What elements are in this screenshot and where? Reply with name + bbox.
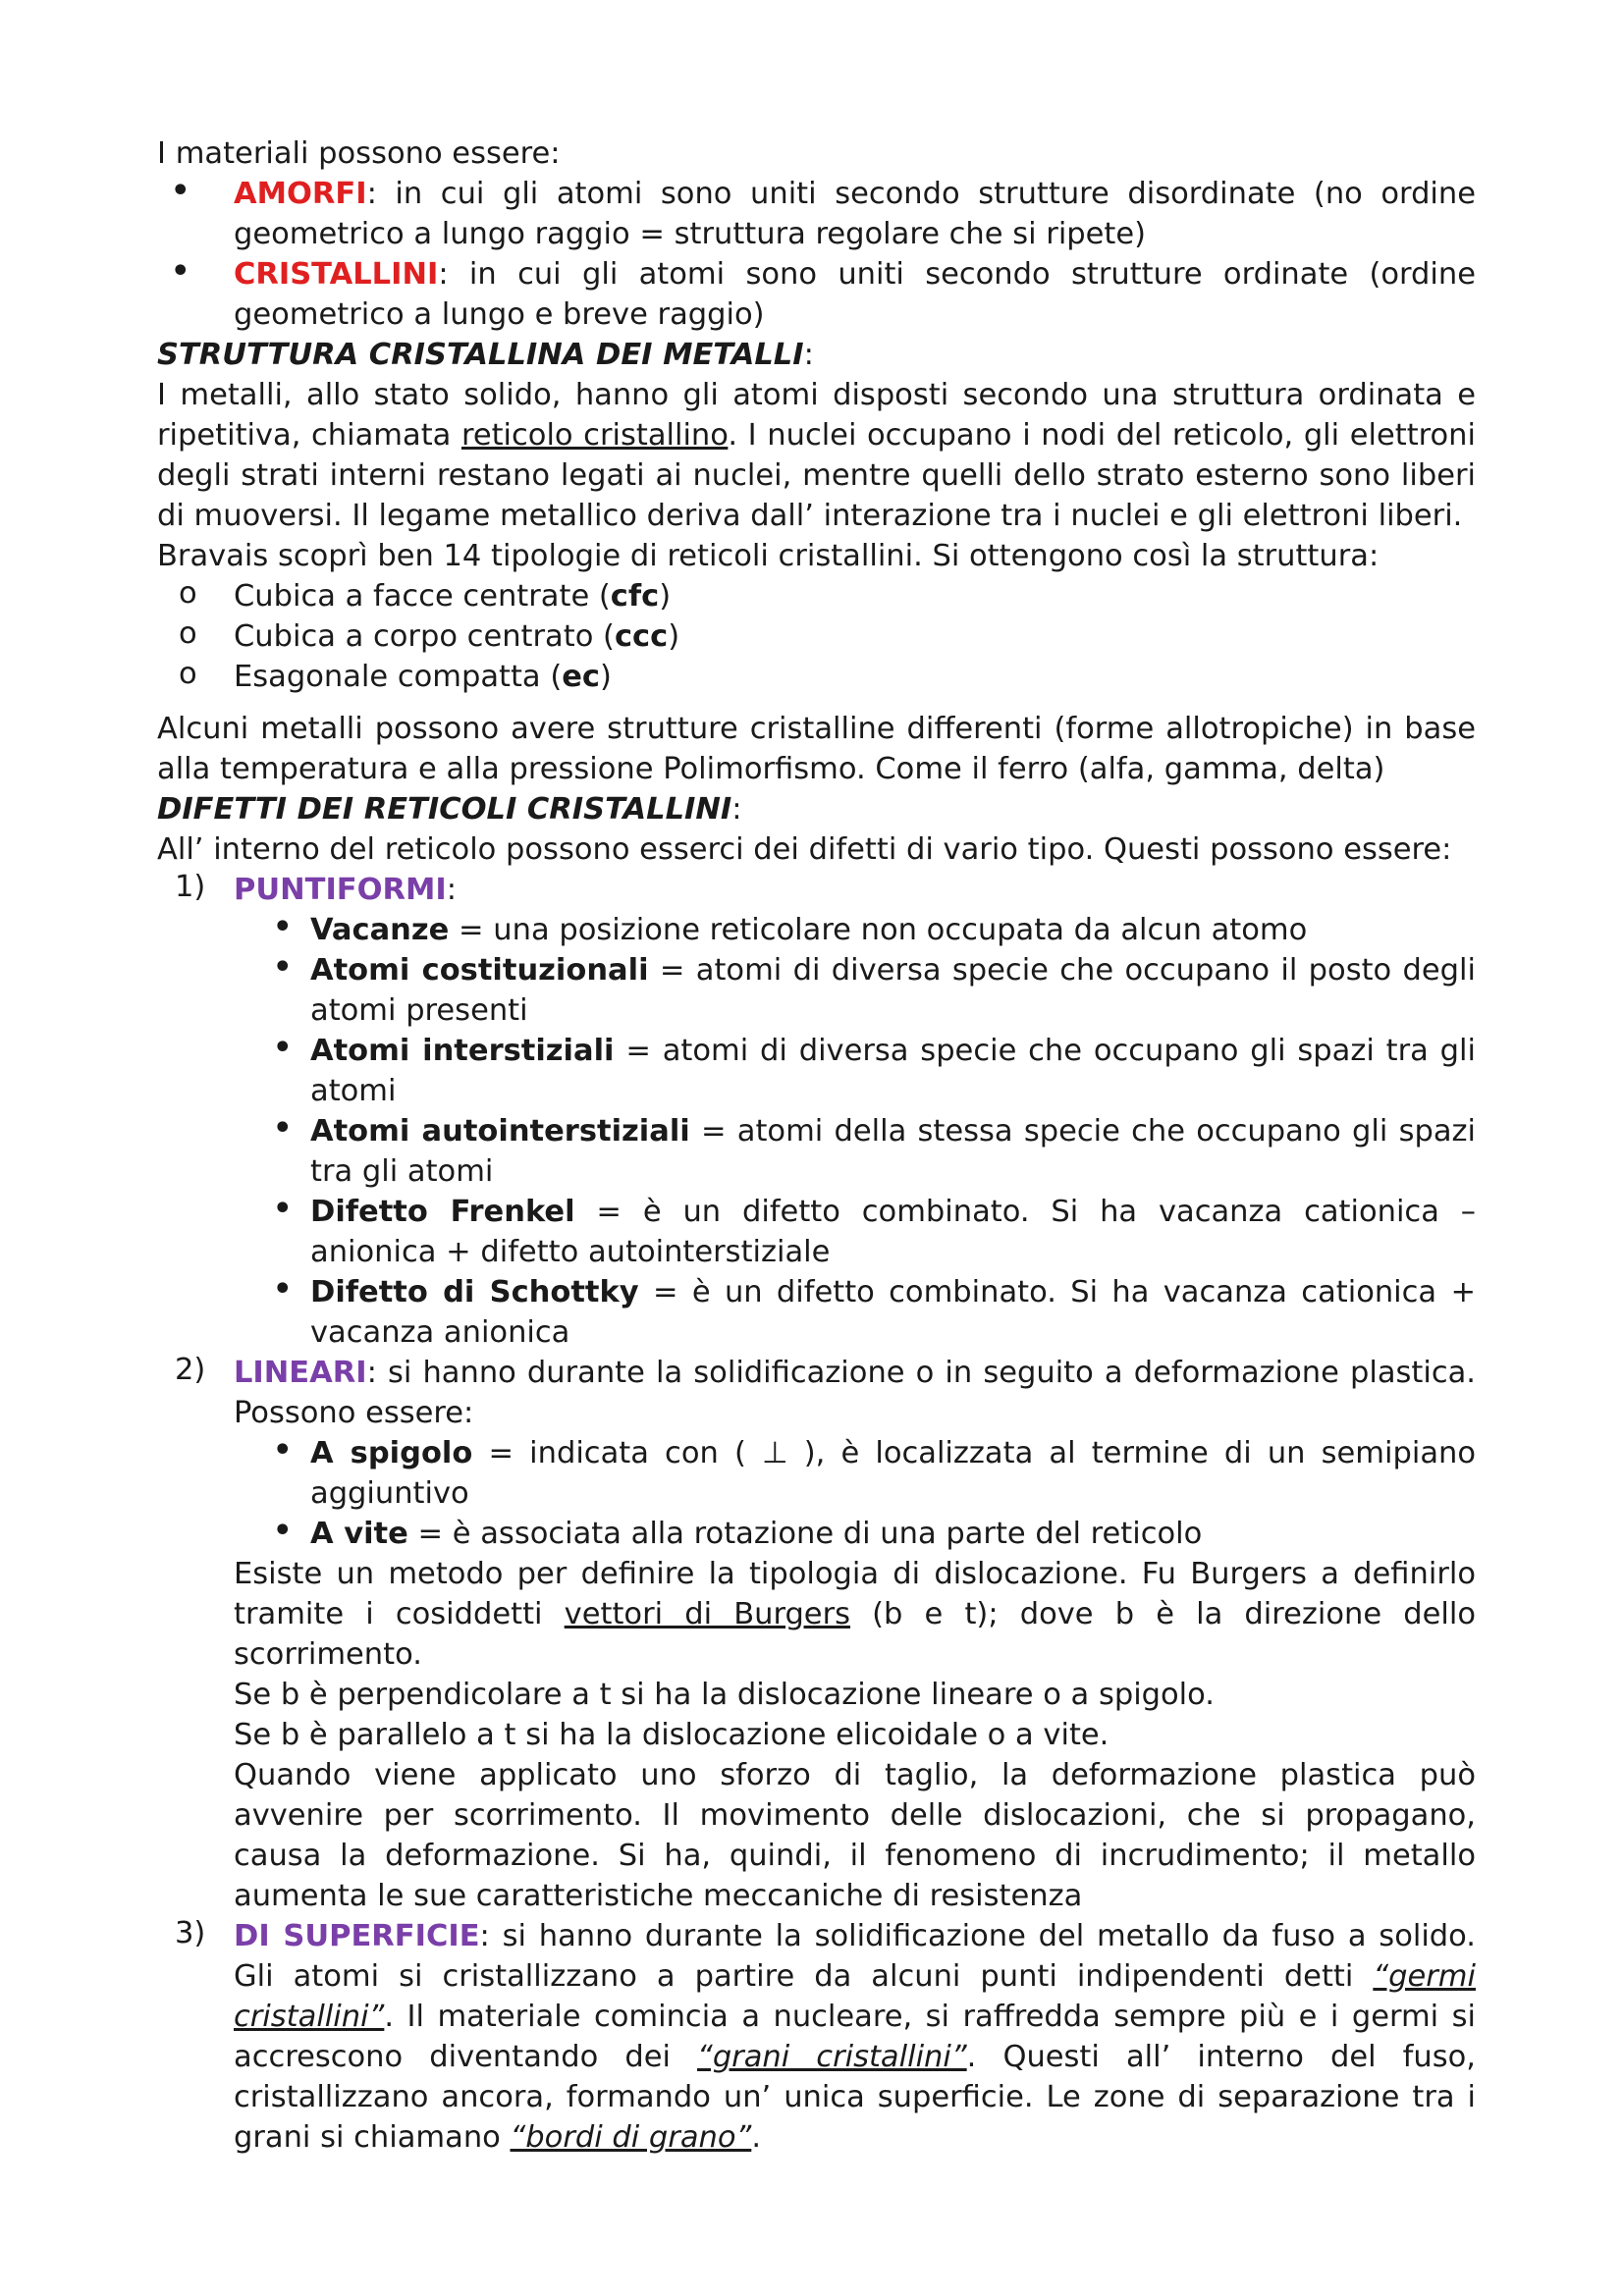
term-bordi-di-grano: “bordi di grano” <box>510 2120 752 2155</box>
term-cristallini: CRISTALLINI <box>234 257 439 292</box>
polymorphism-paragraph: Alcuni metalli possono avere strutture cristalline differenti (forme allotropiche) in base alla temperatura e alla pressione Polimorfismo. Come il ferro (alfa, gamma, delta) <box>157 712 1476 786</box>
material-cristallini: • CRISTALLINI: in cui gli atomi sono uniti secondo strutture ordinate (ordine geometrico a lungo e breve raggio) <box>157 254 1476 335</box>
section-heading-struttura: STRUTTURA CRISTALLINA DEI METALLI: <box>157 338 814 372</box>
defect-category-superficie: 3) DI SUPERFICIE: si hanno durante la solidificazione del metallo da fuso a solido. Gli atomi si cristallizzano a partire da alcuni punti indipendenti detti “germi cristallini”. Il materiale comincia a nucleare, si raffredda sempre più e i germi si accrescono diventando dei “grani cristallini”. Questi all’ interno del fuso, cristallizzano ancora, formando un’ unica superficie. Le zone di separazione tra i grani si chiamano “bordi di grano”. <box>175 1916 1476 2155</box>
defect-item: • Difetto di Schottky = è un difetto combinato. Si ha vacanza cationica + vacanza anionica <box>273 1272 1476 1350</box>
burgers-paragraph: Esiste un metodo per definire la tipologia di dislocazione. Fu Burgers a definirlo tramite i cosiddetti vettori di Burgers (b e t); dove b è la direzione dello scorrimento. <box>234 1557 1477 1672</box>
defect-item: • Difetto Frenkel = è un difetto combinato. Si ha vacanza cationica – anionica + difetto autointerstiziale <box>273 1192 1476 1269</box>
defect-category-lineari: 2) LINEARI: si hanno durante la solidificazione o in seguito a deformazione plastica. Possono essere: • A spigolo = indicata con ( ⊥ ), è localizzata al termine di un semipiano aggiuntivo • A vite = è associata alla rotazione di una parte del reticolo Esiste un metodo per definire la tipologia di dislocazione. Fu Burgers a definirlo tramite i cosiddetti vettori di Burgers (b e t); dove b è la direzione dello scorrimento. Se b è perpendicolare a t si ha la dislocazione lineare o a spigolo. Se b è parallelo a t si ha la dislocazione elicoidale o a vite. Quando viene applicato uno sforzo di taglio, la deformazione plastica può avvenire per scorrimento. Il movimento delle dislocazioni, che si propagano, causa la deformazione. Si ha, quindi, il fenomeno di incrudimento; il metallo aumenta le sue caratteristiche meccaniche di resistenza <box>157 1353 1476 1916</box>
defects-intro: All’ interno del reticolo possono esserci dei difetti di vario tipo. Questi possono essere: <box>157 832 1452 867</box>
term-germi-cristallini: “germi cristallini” <box>234 1959 1476 2034</box>
intro-line: I materiali possono essere: <box>157 136 561 171</box>
defect-item: • Atomi interstiziali = atomi di diversa specie che occupano gli spazi tra gli atomi <box>273 1031 1476 1108</box>
perpendicular-symbol: ⊥ <box>762 1436 788 1470</box>
term-reticolo-cristallino: reticolo cristallino <box>460 418 729 453</box>
defect-item: • Vacanze = una posizione reticolare non occupata da alcun atomo <box>273 910 1308 947</box>
document-page <box>157 133 1476 2158</box>
term-grani-cristallini: “grani cristallini” <box>697 2040 967 2074</box>
defect-category-puntiformi: 1) PUNTIFORMI: • Vacanze = una posizione reticolare non occupata da alcun atomo • Atomi costituzionali = atomi di diversa specie che occupano il posto degli atomi presenti • Atomi interstiziali = atomi di diversa specie che occupano gli spazi tra gli atomi • Atomi autointerstiziali = atomi della stessa specie che occupano gli spazi tra gli atomi • Difetto Frenkel = è un difetto combinato. Si ha vacanza cationica – anionica + difetto autointerstiziale • Difetto di Schottky = è un difetto combinato. Si ha vacanza cationica + vacanza anionica <box>157 870 1476 1353</box>
term-amorfi: AMORFI <box>234 177 367 211</box>
metal-paragraph: I metalli, allo stato solido, hanno gli atomi disposti secondo una struttura ordinata e ripetitiva, chiamata reticolo cristallino. I nuclei occupano i nodi del reticolo, gli elettroni degli strati interni restano legati ai nuclei, mentre quelli dello strato esterno sono liberi di muoversi. Il legame metallico deriva dall’ interazione tra i nuclei e gli elettroni liberi. <box>157 378 1476 533</box>
bullet: • <box>171 174 190 208</box>
structure-item: o Cubica a corpo centrato (ccc) <box>179 616 680 654</box>
term-vettori-di-burgers: vettori di Burgers <box>564 1597 851 1631</box>
bravais-line: Bravais scoprì ben 14 tipologie di reticoli cristallini. Si ottengono così la struttura: <box>157 539 1380 573</box>
structure-item: o Esagonale compatta (ec) <box>179 657 612 694</box>
dislocation-item: • A spigolo = indicata con ( ⊥ ), è localizzata al termine di un semipiano aggiuntivo <box>273 1433 1477 1511</box>
structure-item: o Cubica a facce centrate (cfc) <box>179 576 672 614</box>
section-heading-difetti: DIFETTI DEI RETICOLI CRISTALLINI: <box>157 792 742 827</box>
defect-item: • Atomi autointerstiziali = atomi della stessa specie che occupano gli spazi tra gli atomi <box>273 1111 1476 1189</box>
shear-paragraph: Quando viene applicato uno sforzo di taglio, la deformazione plastica può avvenire per scorrimento. Il movimento delle dislocazioni, che si propagano, causa la deformazione. Si ha, quindi, il fenomeno di incrudimento; il metallo aumenta le sue caratteristiche meccaniche di resistenza <box>234 1758 1476 1913</box>
material-amorfi: • AMORFI: in cui gli atomi sono uniti secondo strutture disordinate (no ordine geometrico a lungo raggio = struttura regolare che si ripete) <box>157 174 1476 254</box>
bullet: • <box>171 254 190 289</box>
dislocation-item: • A vite = è associata alla rotazione di una parte del reticolo <box>273 1514 1203 1551</box>
defect-item: • Atomi costituzionali = atomi di diversa specie che occupano il posto degli atomi presenti <box>273 950 1476 1028</box>
